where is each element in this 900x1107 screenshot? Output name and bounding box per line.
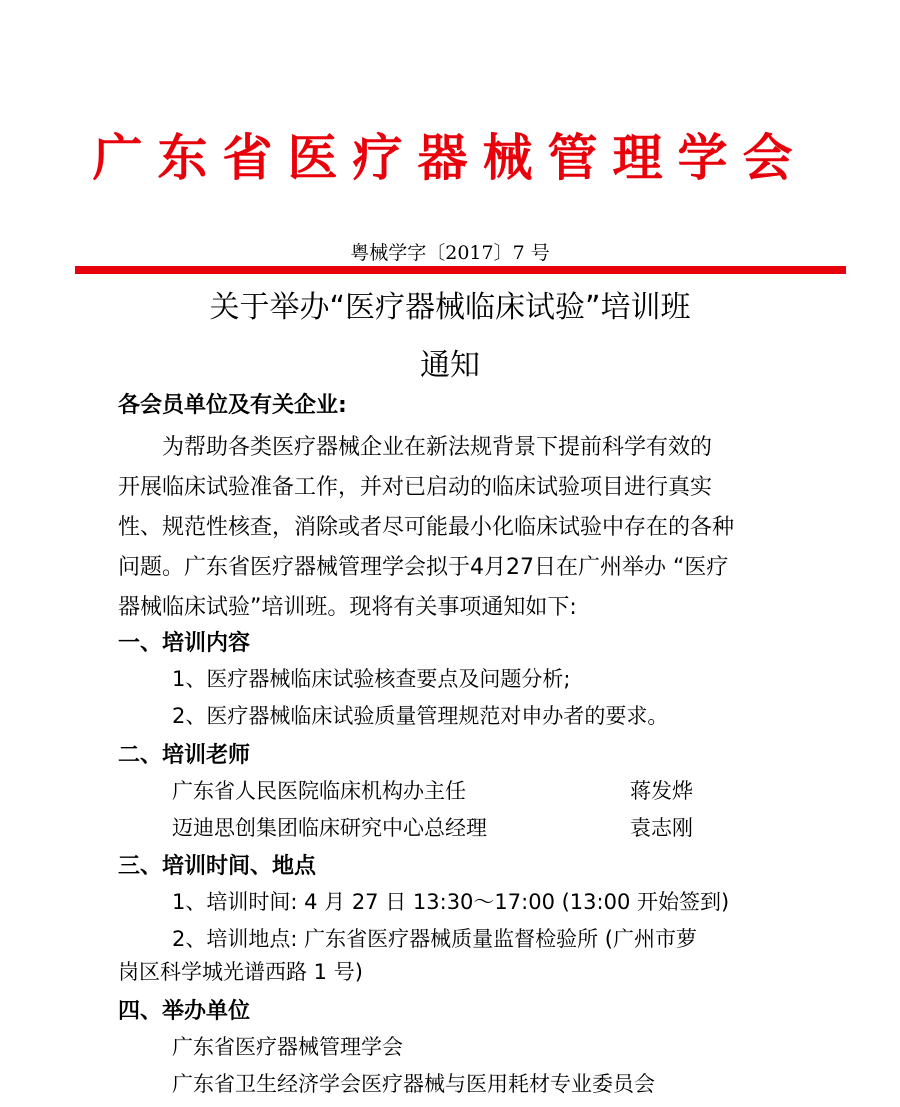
red-divider [75, 266, 846, 274]
doc-number: 粤械学字〔2017〕7 号 [350, 242, 550, 264]
teacher-name: 蒋发烨 [630, 779, 693, 803]
training-time: 1、培训时间: 4 月 27 日 13:30～17:00 (13:00 开始签到) [172, 890, 730, 914]
training-place: 2、培训地点: 广东省医疗器械质量监督检验所 (广州市萝 [172, 927, 697, 951]
salutation: 各会员单位及有关企业: [118, 393, 347, 418]
notice-title: 关于举办“医疗器械临床试验”培训班 [209, 290, 691, 325]
teacher-role: 广东省人民医院临床机构办主任 [172, 779, 466, 803]
intro-line: 问题。广东省医疗器械管理学会拟于4月27日在广州举办 “医疗 [118, 555, 729, 580]
section-heading-teachers: 二、培训老师 [118, 743, 251, 768]
intro-line: 器械临床试验”培训班。现将有关事项通知如下: [118, 595, 577, 620]
header-org-name: 广东省医疗器械管理学会 [92, 128, 808, 187]
intro-line: 为帮助各类医疗器械企业在新法规背景下提前科学有效的 [118, 435, 713, 460]
intro-line: 开展临床试验准备工作，并对已启动的临床试验项目进行真实 [118, 475, 713, 500]
content-item: 1、医疗器械临床试验核查要点及问题分析; [172, 667, 571, 691]
teacher-name: 袁志刚 [630, 816, 693, 840]
intro-line: 性、规范性核查，消除或者尽可能最小化临床试验中存在的各种 [118, 515, 735, 540]
section-heading-content: 一、培训内容 [118, 631, 251, 656]
organizer-item: 广东省卫生经济学会医疗器械与医用耗材专业委员会 [172, 1072, 655, 1096]
training-place-cont: 岗区科学城光谱西路 1 号) [118, 960, 363, 984]
notice-title-line2: 通知 [420, 348, 480, 383]
teacher-role: 迈迪思创集团临床研究中心总经理 [172, 816, 487, 840]
organizer-item: 广东省医疗器械管理学会 [172, 1035, 403, 1059]
section-heading-time-place: 三、培训时间、地点 [118, 854, 317, 879]
section-heading-organizers: 四、举办单位 [118, 999, 251, 1024]
content-item: 2、医疗器械临床试验质量管理规范对申办者的要求。 [172, 704, 669, 728]
